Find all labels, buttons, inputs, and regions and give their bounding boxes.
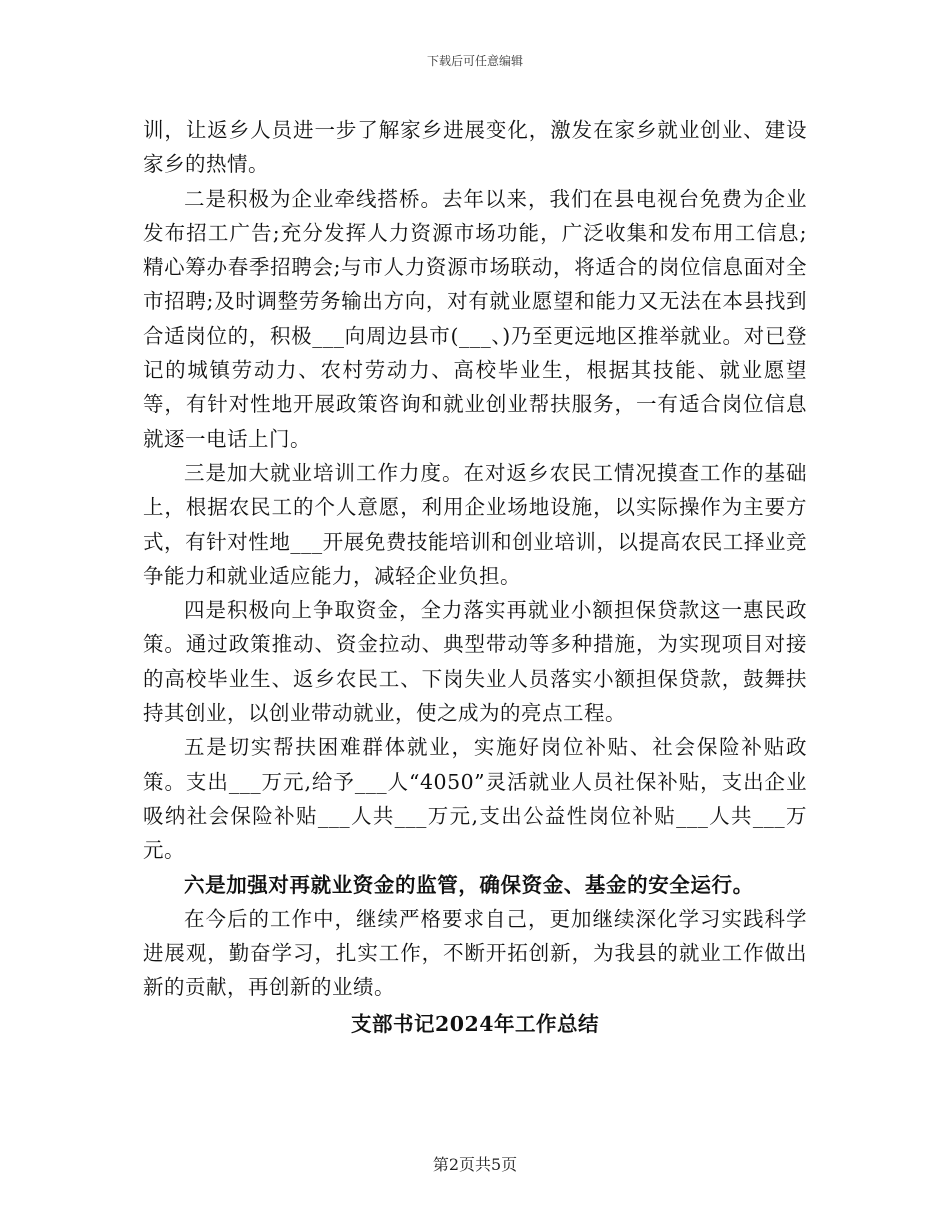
page-header: 下载后可任意编辑 xyxy=(426,54,523,68)
paragraph-item-2: 二是积极为企业牵线搭桥。去年以来，我们在县电视台免费为企业发布招工广告;充分发挥人力资源市场功能，广泛收集和发布用工信息;精心筹办春季招聘会;与市人力资源市场联动，将适合的岗位信息面对全市招聘;及时调整劳务输出方向，对有就业愿望和能力又无法在本县找到合适岗位的，积极___向周边县市(___、)乃至更远地区推举就业。对已登记的城镇劳动力、农村劳动力、高校毕业生，根据其技能、就业愿望等，有针对性地开展政策咨询和就业创业帮扶服务，一有适合岗位信息就逐一电话上门。 xyxy=(143,186,807,451)
paragraph-item-4: 四是积极向上争取资金，全力落实再就业小额担保贷款这一惠民政策。通过政策推动、资金拉动、典型带动等多种措施，为实现项目对接的高校毕业生、返乡农民工、下岗失业人员落实小额担保贷款，鼓舞扶持其创业，以创业带动就业，使之成为的亮点工程。 xyxy=(143,598,807,726)
paragraph-item-6-bold: 六是加强对再就业资金的监管，确保资金、基金的安全运行。 xyxy=(184,872,754,897)
paragraph-conclusion: 在今后的工作中，继续严格要求自己，更加继续深化学习实践科学进展观，勤奋学习，扎实工作，不断开拓创新，为我县的就业工作做出新的贡献，再创新的业绩。 xyxy=(143,906,807,1000)
section-title: 支部书记2024年工作总结 xyxy=(350,1011,600,1036)
paragraph-item-5: 五是切实帮扶困难群体就业，实施好岗位补贴、社会保险补贴政策。支出___万元,给予___人“4050”灵活就业人员社保补贴，支出企业吸纳社会保险补贴___人共___万元,支出公益性岗位补贴___人共___万元。 xyxy=(143,735,807,863)
document-body xyxy=(143,113,807,1041)
paragraph-continued: 训，让返乡人员进一步了解家乡进展变化，激发在家乡就业创业、建设家乡的热情。 xyxy=(143,118,807,177)
page-number: 第2页共5页 xyxy=(432,1155,518,1174)
paragraph-item-3: 三是加大就业培训工作力度。在对返乡农民工情况摸查工作的基础上，根据农民工的个人意愿，利用企业场地设施，以实际操作为主要方式，有针对性地___开展免费技能培训和创业培训，以提高农民工择业竞争能力和就业适应能力，减轻企业负担。 xyxy=(143,460,807,588)
